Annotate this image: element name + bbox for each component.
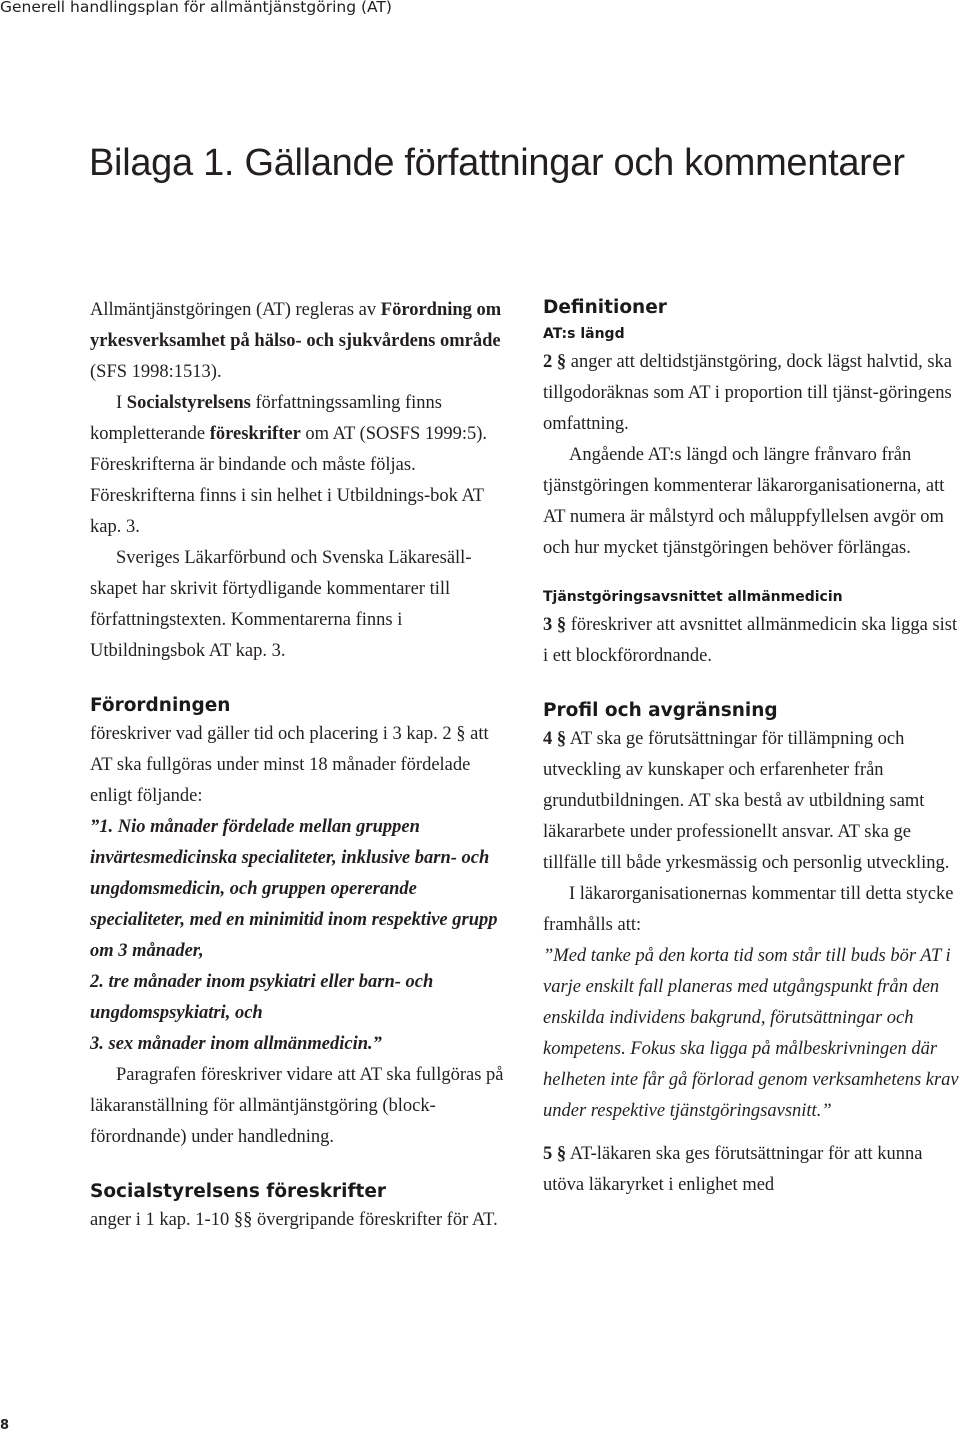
regulation-name: Förordning om yrkesverksamhet på hälso- och sjukvårdens område bbox=[90, 300, 502, 351]
section-3-text: föreskriver att avsnittet allmänmedicin ska ligga sist i ett blockförordnande. bbox=[543, 615, 958, 666]
page-title: Bilaga 1. Gällande författningar och kommentarer bbox=[89, 142, 905, 184]
intro-2-text-b: författningssamling finns kompletterande bbox=[90, 393, 442, 444]
section-2-text: anger att deltidstjänstgöring, dock lägst halvtid, ska tillgodoräknas som AT i proportion till tjänst-göringens omfattning. bbox=[543, 352, 952, 434]
section-5-number: 5 § bbox=[543, 1144, 567, 1164]
intro-2-text-c: om AT (SOSFS 1999:5). Föreskrifterna är bindande och måste följas. Föreskrifterna finns i sin helhet i Utbildnings-bok AT kap. 3. bbox=[90, 424, 488, 537]
subheading-allmanmedicin: Tjänstgöringsavsnittet allmänmedicin bbox=[543, 589, 843, 605]
intro-1-ref: (SFS 1998:1513). bbox=[90, 362, 222, 382]
paragraf-text: Paragrafen föreskriver vidare att AT ska fullgöras på läkaranställning för allmäntjänstgöring (block-förordnande) under handledning. bbox=[90, 1065, 504, 1147]
heading-socialstyrelsens-foreskrifter: Socialstyrelsens föreskrifter bbox=[90, 1181, 387, 1202]
page-number: 8 bbox=[0, 1418, 10, 1433]
quote-item-1: ”1. Nio månader fördelade mellan gruppen invärtesmedicinska specialiteter, inklusive barn- och ungdomsmedicin, och gruppen opererande specialiteter, med en minimitid inom respektive grupp om 3 månader, bbox=[90, 817, 498, 961]
intro-paragraph-2 bbox=[90, 388, 510, 543]
forordningen-text: föreskriver vad gäller tid och placering i 3 kap. 2 § att AT ska fullgöras under minst 18 månader fördelade enligt följande: bbox=[90, 724, 489, 806]
section-5-text: AT-läkaren ska ges förutsättningar för att kunna utöva läkaryrket i enlighet med bbox=[543, 1144, 923, 1195]
quote-item-3: 3. sex månader inom allmänmedicin.” bbox=[90, 1034, 382, 1054]
left-column bbox=[90, 295, 510, 1236]
foreskrifter-term: föreskrifter bbox=[209, 424, 301, 444]
section-3-number: 3 § bbox=[543, 615, 567, 635]
socialstyrelsens-text: anger i 1 kap. 1-10 §§ övergripande föreskrifter för AT. bbox=[90, 1210, 498, 1230]
heading-forordningen: Förordningen bbox=[90, 695, 231, 716]
intro-paragraph-1 bbox=[90, 295, 510, 388]
right-column bbox=[543, 295, 960, 1201]
section-2-paragraph bbox=[543, 347, 960, 440]
subheading-at-langd: AT:s längd bbox=[543, 326, 625, 342]
section-5-paragraph bbox=[543, 1139, 960, 1201]
section-2-number: 2 § bbox=[543, 352, 567, 372]
section-3-paragraph bbox=[543, 610, 960, 672]
running-header: Generell handlingsplan för allmäntjänstgöring (AT) bbox=[0, 0, 392, 16]
quote-item-2: 2. tre månader inom psykiatri eller barn- och ungdomspsykiatri, och bbox=[90, 972, 434, 1023]
section-4-number: 4 § bbox=[543, 729, 567, 749]
socialstyrelsen-term: Socialstyrelsens bbox=[126, 393, 251, 413]
intro-paragraph-3: Sveriges Läkarförbund och Svenska Läkaresäll-skapet har skrivit förtydligande kommentarer till författningstexten. Kommentarerna finns i Utbildningsbok AT kap. 3. bbox=[90, 548, 472, 661]
section-4-comment: I läkarorganisationernas kommentar till detta stycke framhålls att: bbox=[543, 884, 954, 935]
heading-definitioner: Definitioner bbox=[543, 297, 667, 318]
section-4-text: AT ska ge förutsättningar för tillämpning och utveckling av kunskaper och erfarenheter från grundutbildningen. AT ska bestå av utbildning samt läkararbete under professionellt ansvar. AT ska ge tillfälle till både yrkesmässig och personlig utveckling. bbox=[543, 729, 950, 873]
section-4-paragraph bbox=[543, 724, 960, 879]
section-2-comment: Angående AT:s längd och längre frånvaro från tjänstgöringen kommenterar läkarorganisationerna, att AT numera är målstyrd och måluppfyllelsen avgör om och hur mycket tjänstgöringen behöver förlängas. bbox=[543, 445, 945, 558]
intro-2-text-a: I bbox=[116, 393, 127, 413]
intro-1-text: Allmäntjänstgöringen (AT) regleras av bbox=[90, 300, 381, 320]
section-4-quote: ”Med tanke på den korta tid som står till buds bör AT i varje enskilt fall planeras med utgångspunkt från den enskilda individens bakgrund, förutsättningar och kompetens. Fokus ska ligga på målbeskrivningen där helheten inte får gå förlorad genom verksamhetens krav under respektive tjänstgöringsavsnitt.” bbox=[543, 946, 959, 1121]
heading-profil: Profil och avgränsning bbox=[543, 700, 778, 721]
